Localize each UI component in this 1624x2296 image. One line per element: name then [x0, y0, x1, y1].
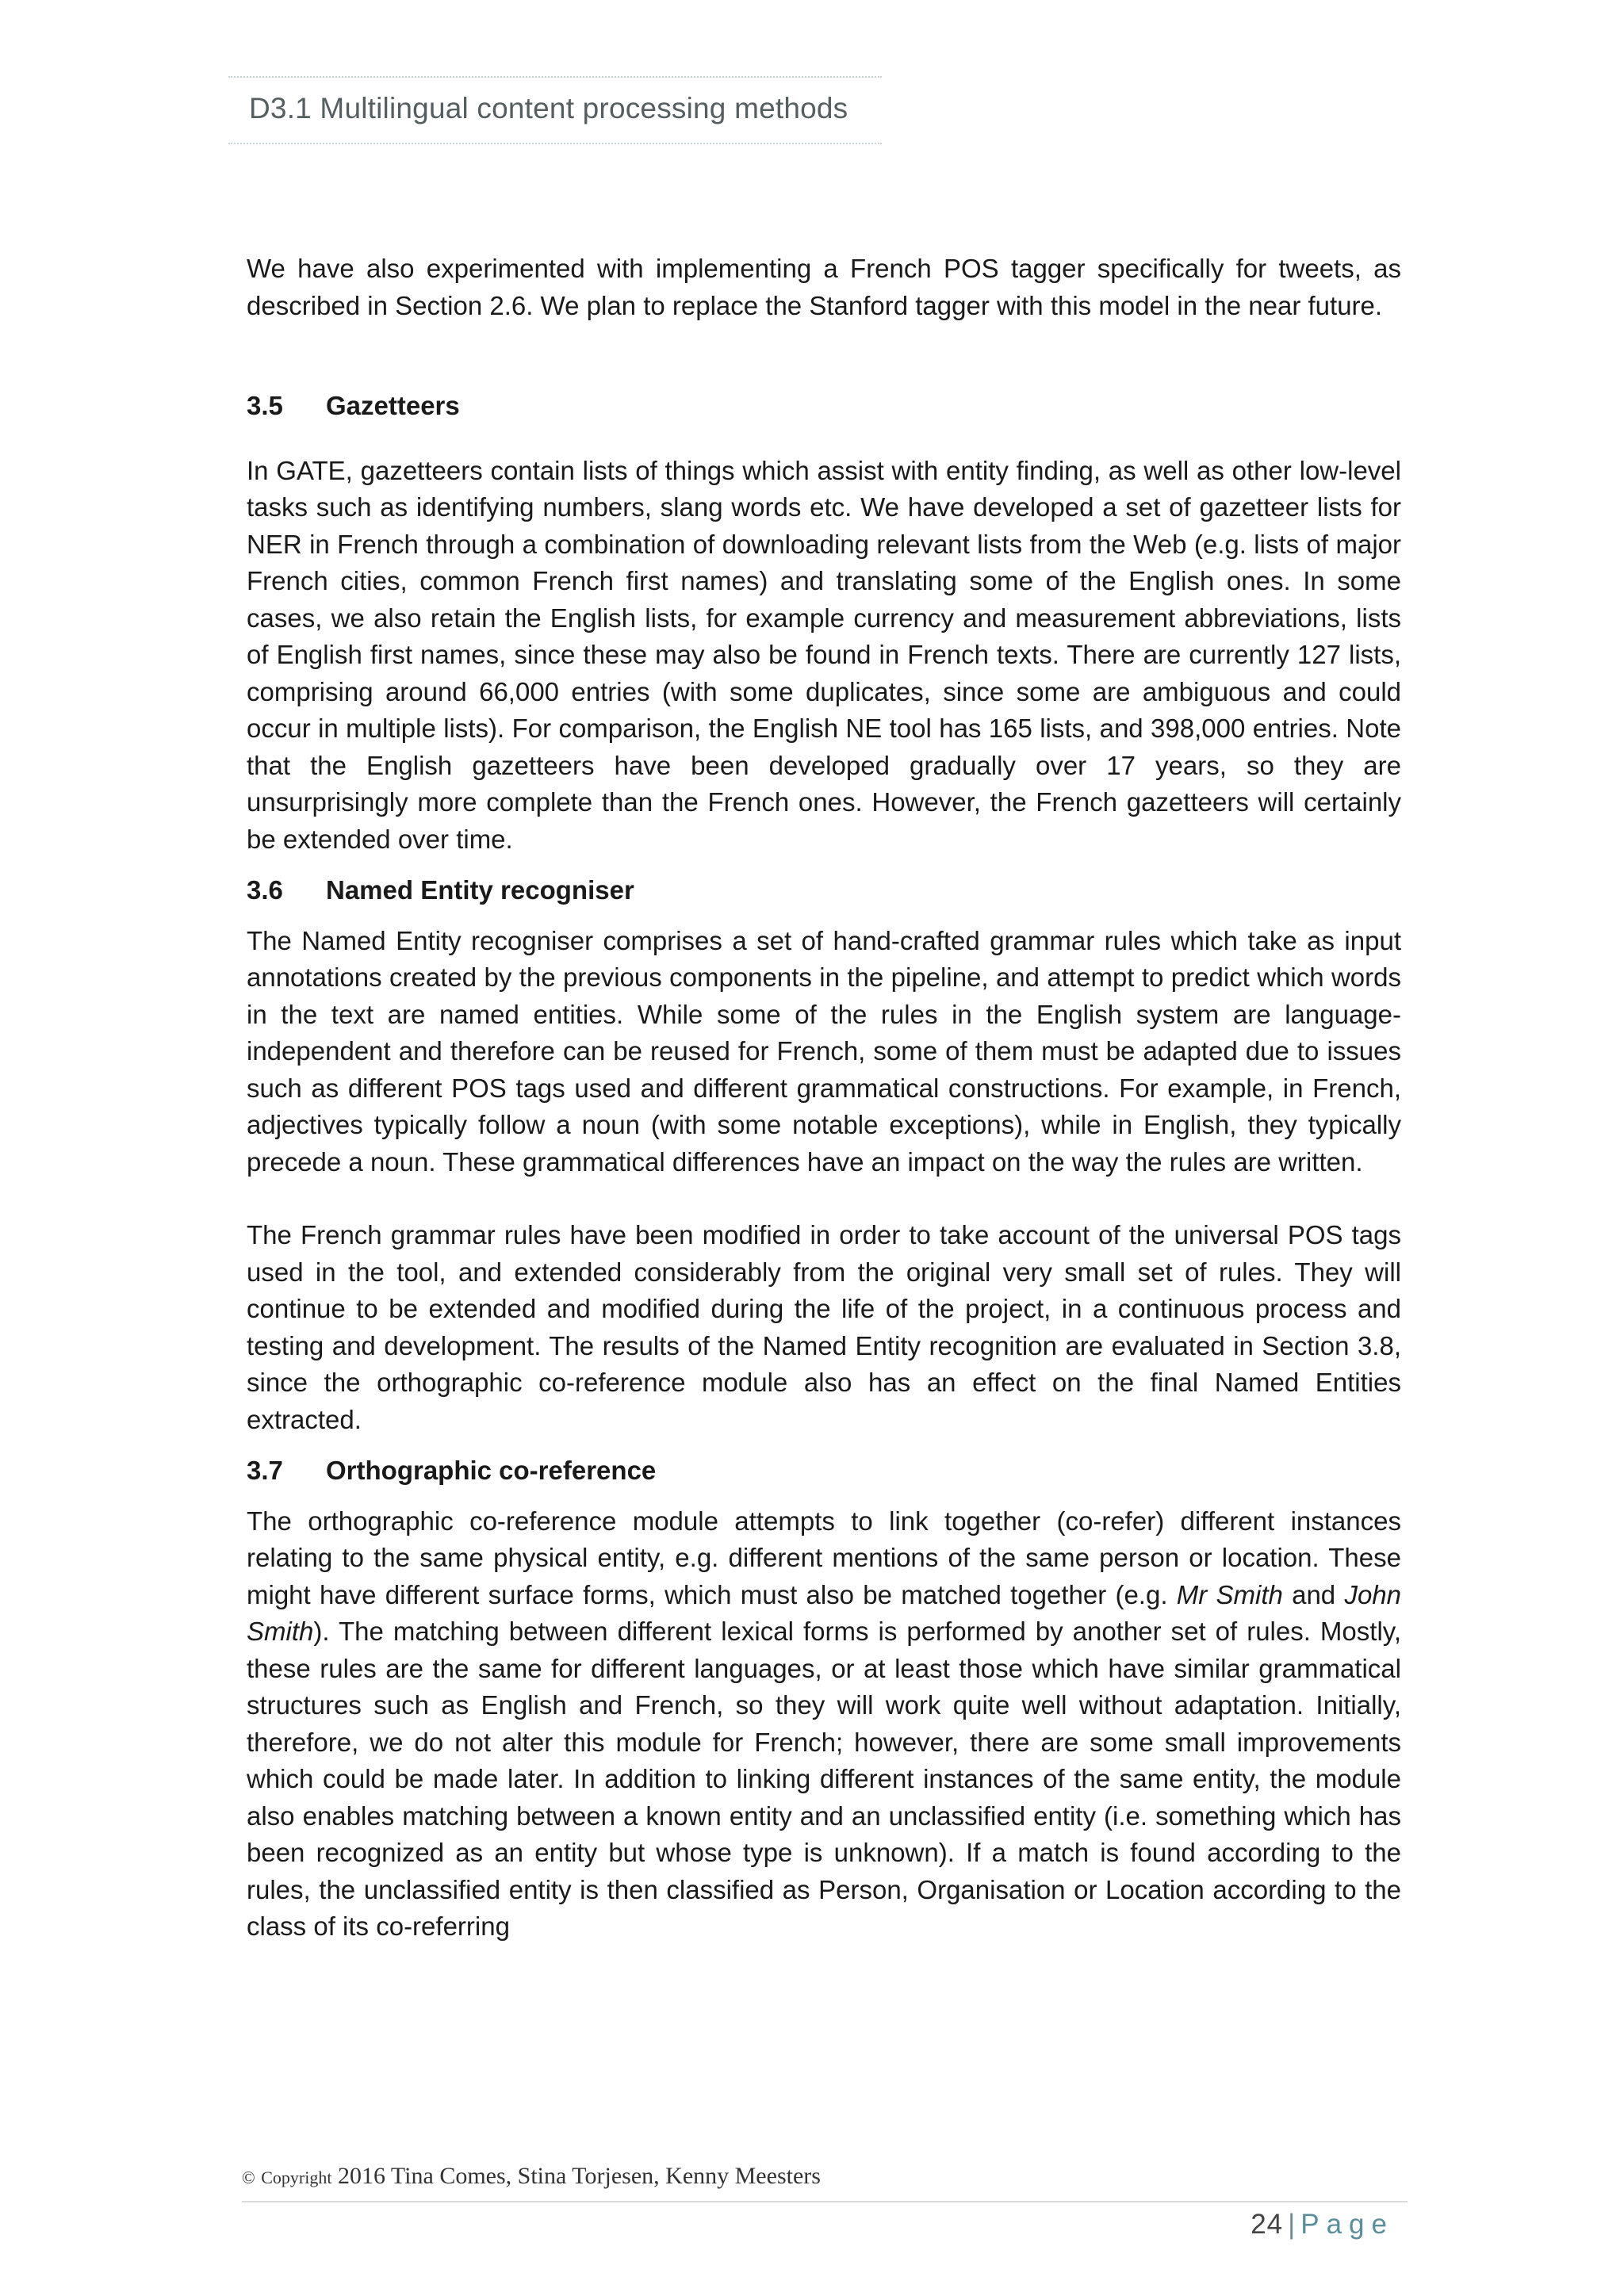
- paragraph-coref: [247, 1503, 1401, 1946]
- copyright-symbol: ©: [242, 2168, 255, 2187]
- copyright-word: Copyright: [261, 2168, 332, 2187]
- paragraph-ner-1: The Named Entity recogniser comprises a set of hand-crafted grammar rules which take as input annotations created by the previous components in the pipeline, and attempt to predict which words in the text are named entities. While some of the rules in the English system are language-independent and therefore can be reused for French, some of them must be adapted due to issues such as different POS tags used and different grammatical constructions. For example, in French, adjectives typically follow a noun (with some notable exceptions), while in English, they typically precede a noun. These grammatical differences have an impact on the way the rules are written.: [247, 925, 1401, 1177]
- paragraph-intro: We have also experimented with implementing a French POS tagger specifically for tweets, as described in Section 2.6. We plan to replace the Stanford tagger with this model in the near future.: [247, 254, 1401, 320]
- paragraph-gazetteers: In GATE, gazetteers contain lists of things which assist with entity finding, as well as other low-level tasks such as identifying numbers, slang words etc. We have developed a set of gazetteer lists for NER in French through a combination of downloading relevant lists from the Web (e.g. lists of major French cities, common French first names) and translating some of the English ones. In some cases, we also retain the English lists, for example currency and measurement abbreviations, lists of English first names, since these may also be found in French texts. There are currently 127 lists, comprising around 66,000 entries (with some duplicates, since some are ambiguous and could occur in multiple lists). For comparison, the English NE tool has 165 lists, and 398,000 entries. Note that the English gazetteers have been developed gradually over 17 years, so they are unsurprisingly more complete than the French ones. However, the French gazetteers will certainly be extended over time.: [247, 455, 1401, 854]
- text-run: ). The matching between different lexical forms is performed by another set of rules. Mostly, these rules are the same for different languages, or at least those which have similar grammatical structures such as English and French, so they will work quite well without adaptation. Initially, therefore, we do not alter this module for French; however, there are some small improvements which could be made later. In addition to linking different instances of the same entity, the module also enables matching between a known entity and an unclassified entity (i.e. something which has been recognized as an entity but whose type is unknown). If a match is found according to the rules, the unclassified entity is then classified as Person, Organisation or Location according to the class of its co-referring: [247, 1617, 1401, 1941]
- paragraph-ner-2: The French grammar rules have been modified in order to take account of the universal POS tags used in the tool, and extended considerably from the original very small set of rules. They will continue to be extended and modified during the life of the project, in a continuous process and testing and development. The results of the Named Entity recognition are evaluated in Section 3.8, since the orthographic co-reference module also has an effect on the final Named Entities extracted.: [247, 1220, 1401, 1434]
- section-number: 3.5: [247, 391, 283, 420]
- page-content: [247, 251, 1401, 1946]
- header-title: D3.1 Multilingual content processing methods: [249, 92, 848, 124]
- section-title: Named Entity recogniser: [326, 875, 634, 905]
- section-heading-3-7: [247, 1452, 1401, 1490]
- text-run: and: [1282, 1579, 1345, 1609]
- example-mr-smith: Mr Smith: [1176, 1579, 1283, 1609]
- footer-copyright: [242, 2163, 821, 2190]
- page-number: 24: [1251, 2209, 1284, 2240]
- text-run: The orthographic co-reference module attempts to link together (co-refer) different instances relating to the same physical entity, e.g. different mentions of the same person or location. These might have different surface forms, which must also be matched together (e.g.: [247, 1506, 1401, 1609]
- section-number: 3.7: [247, 1456, 283, 1485]
- page-word: Page: [1300, 2209, 1394, 2240]
- section-heading-3-5: [247, 388, 1401, 425]
- page-header: [228, 76, 882, 144]
- example-john-smith: John Smith: [247, 1579, 1401, 1646]
- section-title: Gazetteers: [326, 391, 460, 420]
- copyright-holders: 2016 Tina Comes, Stina Torjesen, Kenny Meesters: [337, 2163, 821, 2189]
- section-title: Orthographic co-reference: [326, 1456, 657, 1485]
- page-separator: |: [1288, 2209, 1297, 2240]
- page-number-label: [1251, 2209, 1394, 2241]
- section-heading-3-6: [247, 872, 1401, 909]
- section-number: 3.6: [247, 875, 283, 905]
- footer-divider: [242, 2201, 1408, 2202]
